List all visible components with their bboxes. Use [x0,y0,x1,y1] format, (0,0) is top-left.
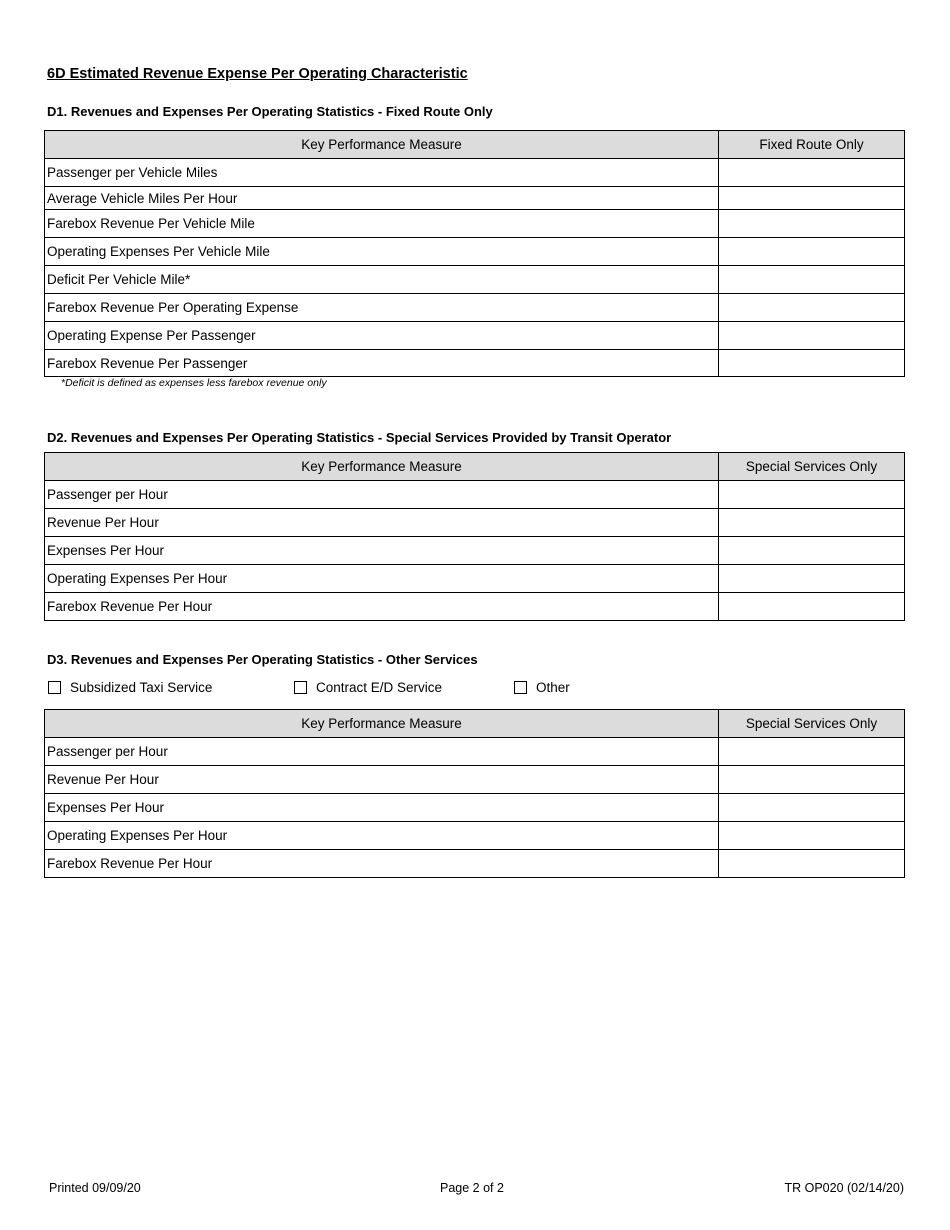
table-d1-header-measure: Key Performance Measure [45,131,719,159]
checkbox-label: Subsidized Taxi Service [70,680,213,695]
value-cell[interactable] [719,481,905,509]
value-cell[interactable] [719,238,905,266]
page-title: 6D Estimated Revenue Expense Per Operating Characteristic [47,66,468,82]
table-row [45,822,905,850]
footer-printed-date: Printed 09/09/20 [49,1181,141,1195]
measure-label: Operating Expense Per Passenger [45,322,719,350]
table-row [45,238,905,266]
table-row [45,322,905,350]
table-row [45,294,905,322]
checkbox-contract-ed[interactable] [294,680,442,695]
value-cell[interactable] [719,322,905,350]
value-cell[interactable] [719,565,905,593]
checkbox-other[interactable] [514,680,570,695]
footnote: *Deficit is defined as expenses less farebox revenue only [61,377,327,389]
value-cell[interactable] [719,187,905,210]
value-cell[interactable] [719,509,905,537]
checkbox-box[interactable] [294,681,307,694]
value-cell[interactable] [719,593,905,621]
table-d2 [44,452,905,621]
footer-form-id: TR OP020 (02/14/20) [784,1181,904,1195]
value-cell[interactable] [719,822,905,850]
measure-label: Operating Expenses Per Hour [45,822,719,850]
table-d2-header-value: Special Services Only [719,453,905,481]
checkbox-label: Other [536,680,570,695]
table-row [45,481,905,509]
table-d1 [44,130,905,377]
value-cell[interactable] [719,850,905,878]
value-cell[interactable] [719,159,905,187]
checkbox-label: Contract E/D Service [316,680,443,695]
table-row [45,565,905,593]
value-cell[interactable] [719,294,905,322]
measure-label: Expenses Per Hour [45,537,719,565]
table-row [45,509,905,537]
measure-label: Passenger per Hour [45,481,719,509]
value-cell[interactable] [719,766,905,794]
table-row [45,266,905,294]
table-d3-header-measure: Key Performance Measure [45,710,719,738]
value-cell[interactable] [719,210,905,238]
table-row [45,593,905,621]
table-d3-header-value: Special Services Only [719,710,905,738]
section-d2-title: D2. Revenues and Expenses Per Operating Statistics - Special Services Provided by Transit Operator [47,430,672,445]
table-row [45,766,905,794]
measure-label: Farebox Revenue Per Passenger [45,350,719,377]
checkbox-box[interactable] [48,681,61,694]
table-row [45,159,905,187]
table-d3 [44,709,905,878]
measure-label: Passenger per Hour [45,738,719,766]
checkbox-box[interactable] [514,681,527,694]
value-cell[interactable] [719,794,905,822]
section-d1-title: D1. Revenues and Expenses Per Operating Statistics - Fixed Route Only [47,104,493,119]
measure-label: Deficit Per Vehicle Mile* [45,266,719,294]
measure-label: Passenger per Vehicle Miles [45,159,719,187]
table-row [45,738,905,766]
value-cell[interactable] [719,738,905,766]
table-d1-header-value: Fixed Route Only [719,131,905,159]
table-row [45,187,905,210]
footer-page-number: Page 2 of 2 [440,1181,504,1195]
value-cell[interactable] [719,266,905,294]
value-cell[interactable] [719,537,905,565]
table-row [45,850,905,878]
measure-label: Farebox Revenue Per Hour [45,850,719,878]
measure-label: Expenses Per Hour [45,794,719,822]
measure-label: Average Vehicle Miles Per Hour [45,187,719,210]
measure-label: Operating Expenses Per Vehicle Mile [45,238,719,266]
measure-label: Farebox Revenue Per Vehicle Mile [45,210,719,238]
table-row [45,350,905,377]
checkbox-subsidized-taxi[interactable] [48,680,212,695]
measure-label: Revenue Per Hour [45,766,719,794]
measure-label: Operating Expenses Per Hour [45,565,719,593]
value-cell[interactable] [719,350,905,377]
measure-label: Revenue Per Hour [45,509,719,537]
table-row [45,537,905,565]
measure-label: Farebox Revenue Per Hour [45,593,719,621]
section-d3-title: D3. Revenues and Expenses Per Operating Statistics - Other Services [47,652,478,667]
table-d2-header-measure: Key Performance Measure [45,453,719,481]
table-row [45,210,905,238]
measure-label: Farebox Revenue Per Operating Expense [45,294,719,322]
table-row [45,794,905,822]
